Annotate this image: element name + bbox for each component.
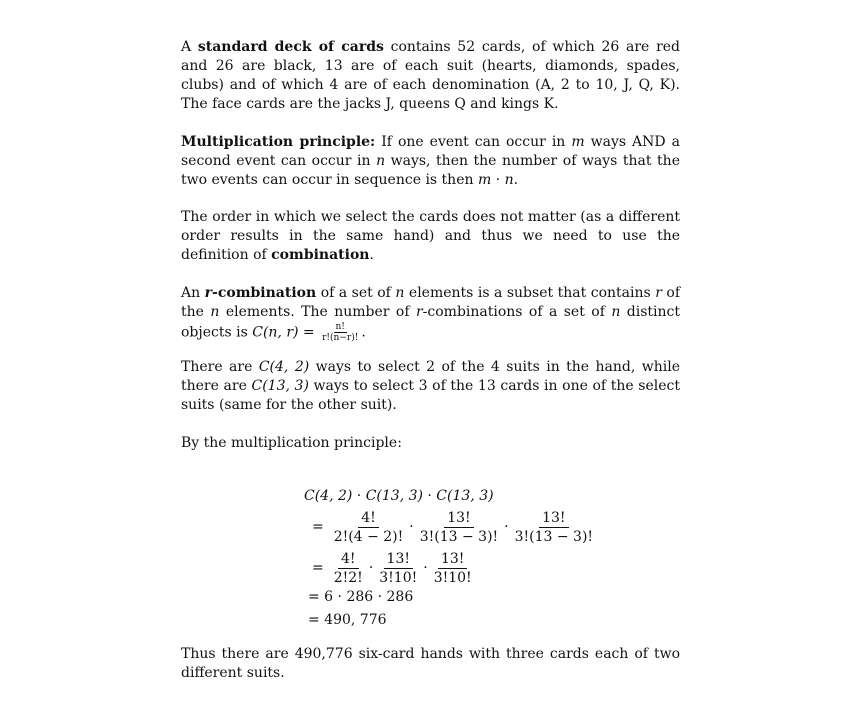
text: An [181, 285, 205, 301]
equation-line-2 [308, 509, 599, 546]
dot-operator: · [504, 519, 509, 535]
fraction [431, 550, 475, 587]
fraction-denominator: 2!2! [333, 570, 363, 586]
text: distinct objects is [181, 304, 681, 341]
text: There are [181, 359, 259, 375]
text: of the [181, 285, 681, 320]
math-var: n [611, 304, 621, 320]
equation-line-4 [308, 588, 413, 607]
equation-line-5 [308, 611, 387, 630]
equation-line-1 [304, 487, 494, 506]
paragraph-deck-definition [181, 38, 680, 114]
text: ways AND a second event can occur in [181, 134, 680, 169]
paragraph-suits [181, 358, 680, 415]
fraction-numerator: 4! [338, 550, 359, 569]
text: If one event can occur in [375, 134, 572, 150]
fraction-denominator: r!(n−r)! [322, 333, 359, 343]
math-var: n [210, 304, 220, 320]
math-formula: C(n, r) = [252, 324, 320, 341]
text: elements is a subset that contains [404, 285, 656, 301]
term-standard-deck: standard deck of cards [197, 39, 384, 55]
math-var: r [655, 285, 662, 301]
math-var: m [571, 134, 585, 150]
math-var: n [395, 285, 405, 301]
fraction [376, 550, 420, 587]
term-r-combination: -combination [212, 285, 317, 301]
paragraph-by-principle [181, 434, 680, 453]
text: ways to select 3 of the 13 cards in one of the select suits (same for the other suit). [181, 378, 680, 413]
math-var: n [376, 153, 386, 169]
equation-line-3 [308, 550, 478, 587]
fraction-denominator: 3!(13 − 3)! [514, 529, 594, 545]
math-expr: C(4, 2) · C(13, 3) · C(13, 3) [304, 488, 494, 504]
text: of a set of [316, 285, 396, 301]
paragraph-conclusion [181, 645, 680, 683]
term-multiplication-principle: Multiplication principle: [181, 134, 376, 150]
text: contains 52 cards, of which 26 are red and 26 are black, 13 are of each suit (hearts, diamonds, spades, clubs) and of which 4 are of each denomination (A, 2 to 10, J, Q, K). The face cards are the jacks J, queens Q and kings K. [181, 39, 681, 112]
dot-operator: · [423, 560, 428, 576]
paragraph-r-combination [181, 284, 680, 343]
text: A [181, 39, 198, 55]
math-expr: m · n [477, 172, 514, 188]
text: ways to select 2 of the 4 suits in the hand, while there are [181, 359, 681, 394]
math-expr: C(4, 2) [258, 359, 310, 375]
math-var: r [204, 285, 213, 301]
math-expr: C(13, 3) [251, 378, 309, 394]
fraction-denominator: 2!(4 − 2)! [333, 529, 404, 545]
math-var: r [415, 304, 423, 320]
fraction-numerator: n! [335, 322, 345, 332]
math-expr: = 6 · 286 · 286 [308, 589, 414, 605]
fraction-denominator: 3!(13 − 3)! [419, 529, 499, 545]
fraction [331, 509, 407, 546]
fraction-numerator: 13! [539, 509, 568, 528]
paragraph-multiplication-principle [181, 133, 680, 190]
paragraph-order [181, 208, 680, 265]
dot-operator: · [368, 560, 374, 576]
fraction-numerator: 13! [444, 509, 473, 528]
equals-sign: = [312, 560, 324, 576]
text: . [369, 247, 374, 263]
text: elements. The number of [219, 304, 416, 320]
fraction-numerator: 4! [358, 509, 379, 528]
fraction-denominator: 3!10! [379, 570, 418, 586]
dot-operator: · [409, 519, 414, 535]
fraction [512, 509, 596, 546]
combination-fraction [320, 322, 360, 343]
equals-sign: = [312, 519, 324, 535]
text: Thus there are 490,776 six-card hands with three cards each of two different suits. [181, 646, 680, 681]
fraction [331, 550, 366, 587]
math-expr: = 490, 776 [308, 612, 387, 628]
fraction [417, 509, 501, 546]
text: -combinations of a set of [422, 304, 612, 320]
text: By the multiplication principle: [181, 435, 402, 451]
text: . [513, 172, 519, 188]
fraction-denominator: 3!10! [433, 570, 472, 586]
text: . [361, 324, 366, 341]
text: ways, then the number of ways that the two events can occur in sequence is then [181, 153, 680, 188]
text: The order in which we select the cards does not matter (as a different order results in the same hand) and thus we need to use the definition of [181, 209, 680, 263]
fraction-numerator: 13! [438, 550, 467, 569]
fraction-numerator: 13! [384, 550, 413, 569]
term-combination: combination [271, 247, 370, 263]
